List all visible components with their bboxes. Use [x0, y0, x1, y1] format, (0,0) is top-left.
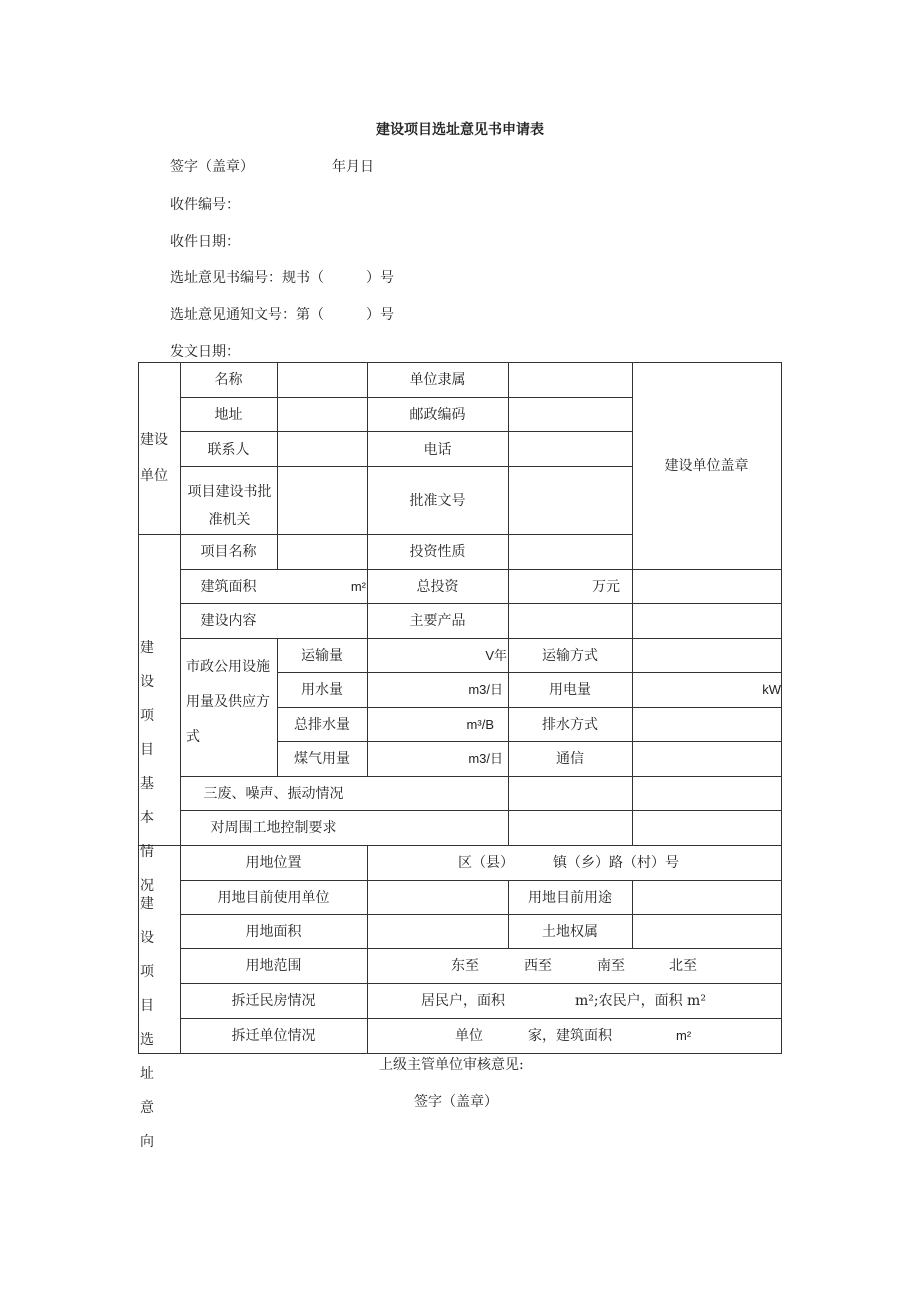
site-ownership-label: 土地权属	[542, 924, 598, 940]
telecom-label: 通信	[556, 751, 584, 767]
unit-address-label: 地址	[214, 407, 243, 423]
site-range-label: 用地范围	[245, 958, 302, 974]
sign-label: 签字（盖章）	[170, 159, 254, 175]
unit-contact-label: 联系人	[207, 442, 250, 458]
unit-affiliation-label: 单位隶属	[409, 372, 466, 388]
drain-unit: m³/B	[466, 717, 494, 732]
site-location-label: 用地位置	[245, 855, 302, 871]
total-invest-label: 总投资	[416, 579, 459, 595]
notice-no-label: 选址意见通知文号：第（ ）号	[170, 307, 394, 323]
power-unit: kW	[762, 682, 781, 697]
invest-nature-label: 投资性质	[409, 544, 466, 560]
opinion-no-label: 选址意见书编号：规书（ ）号	[170, 270, 394, 286]
water-label: 用水量	[301, 682, 343, 698]
section-site-label: 建设项目选址意向	[140, 896, 162, 1150]
transport-mode-label: 运输方式	[542, 648, 598, 664]
project-name-label: 项目名称	[200, 544, 257, 560]
content-label: 建设内容	[200, 613, 257, 629]
utility-label: 市政公用设施用量及供应方式	[186, 659, 270, 745]
unit-phone-label: 电话	[423, 442, 452, 458]
site-units-c: m²	[676, 1028, 692, 1043]
surround-label: 对周围工地控制要求	[210, 820, 337, 836]
site-east-label: 东至	[451, 958, 479, 974]
issue-date-label: 发文日期：	[170, 344, 240, 360]
floor-area-unit: m²	[350, 579, 366, 594]
floor-area-label: 建筑面积	[200, 579, 257, 595]
receipt-date-label: 收件日期：	[170, 234, 240, 250]
site-houses-label: 拆迁民房情况	[231, 993, 316, 1009]
drain-label: 总排水量	[294, 717, 350, 733]
unit-approval-no-label: 批准文号	[409, 493, 466, 509]
site-area-label: 用地面积	[245, 924, 302, 940]
footer-sign-label: 签字（盖章）	[414, 1094, 498, 1110]
unit-seal-label: 建设单位盖章	[664, 458, 749, 474]
site-units-b: 家，建筑面积	[528, 1028, 612, 1044]
date-label: 年月日	[332, 159, 374, 175]
gas-label: 煤气用量	[294, 751, 350, 767]
gas-unit: m3/日	[468, 751, 503, 766]
page-title: 建设项目选址意见书申请表	[376, 122, 544, 138]
transport-vol-label: 运输量	[301, 648, 343, 664]
water-unit: m3/日	[468, 682, 503, 697]
invest-unit: 万元	[592, 579, 620, 595]
drain-mode-label: 排水方式	[542, 717, 598, 733]
site-units-a: 单位	[455, 1028, 483, 1044]
site-north-label: 北至	[669, 958, 697, 974]
site-units-label: 拆迁单位情况	[231, 1028, 316, 1044]
site-west-label: 西至	[524, 958, 552, 974]
site-use-label: 用地目前用途	[528, 890, 612, 906]
site-district-label: 区（县）	[458, 855, 514, 871]
transport-unit: V年	[485, 648, 507, 663]
site-town-label: 镇（乡）路（村）号	[553, 855, 679, 871]
section-unit-label: 建设单位	[140, 432, 168, 484]
site-user-label: 用地目前使用单位	[217, 890, 330, 906]
review-label: 上级主管单位审核意见:	[379, 1057, 524, 1073]
waste-label: 三废、噪声、振动情况	[203, 786, 344, 802]
unit-name-label: 名称	[214, 372, 243, 388]
unit-approval-org-label: 项目建设书批准机关	[187, 484, 272, 528]
product-label: 主要产品	[409, 613, 466, 629]
site-south-label: 南至	[597, 958, 625, 974]
receipt-no-label: 收件编号：	[170, 197, 240, 213]
unit-postcode-label: 邮政编码	[409, 407, 466, 423]
section-project-label: 建设项目基本情况	[140, 640, 162, 894]
power-label: 用电量	[549, 682, 591, 698]
site-houses-value: 居民户，面积 m²;农民户，面积 m²	[421, 993, 706, 1009]
